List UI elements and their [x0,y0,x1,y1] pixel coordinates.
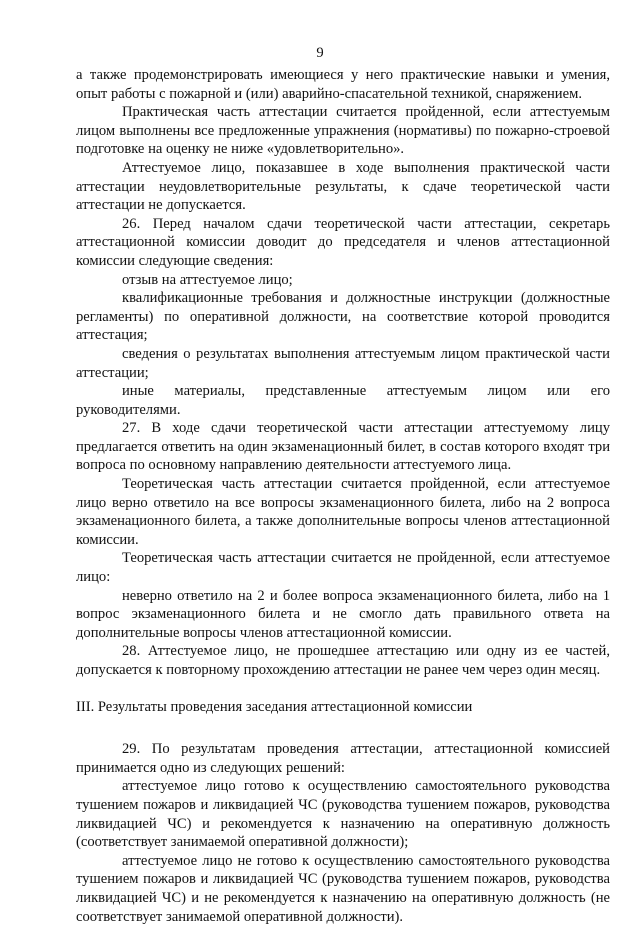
paragraph-item-28: 28. Аттестуемое лицо, не прошедшее аттестацию или одну из ее частей, допускается к повторному прохождению аттестации не ранее чем через один месяц. [76,643,610,678]
list-item-decision-not-ready: аттестуемое лицо не готово к осуществлению самостоятельного руководства тушением пожаров и ликвидацией ЧС (руководства тушением пожаров, руководства ликвидацией ЧС) и не рекомендуется к назначению на оперативную должность (не соответствует занимаемой оперативной должности). [76,852,610,925]
paragraph-theory-passed: Теоретическая часть аттестации считается пройденной, если аттестуемое лицо верно ответило на все вопросы экзаменационного билета, либо на 2 вопроса экзаменационного билета, а также дополнительные вопросы членов аттестационной комиссии. [76,476,610,548]
list-item-review: отзыв на аттестуемое лицо; [122,271,293,288]
paragraph-practical-failed: Аттестуемое лицо, показавшее в ходе выполнения практической части аттестации неудовлетворительные результаты, к сдаче теоретической части аттестации не допускается. [76,159,610,214]
paragraph-item-29: 29. По результатам проведения аттестации, аттестационной комиссией принимается одно из следующих решений: [76,741,610,776]
section-heading: III. Результаты проведения заседания аттестационной комиссии [76,698,473,715]
paragraph-practical-passed: Практическая часть аттестации считается пройденной, если аттестуемым лицом выполнены все предложенные упражнения (нормативы) по пожарно-строевой подготовке на оценку не ниже «удовлетворительно». [76,104,610,158]
list-item-practical-results: сведения о результатах выполнения аттестуемым лицом практической части аттестации; [76,345,610,381]
document-body [76,66,610,926]
list-item-other-materials: иные материалы, представленные аттестуемым лицом или его руководителями. [76,383,610,418]
paragraph-item-26: 26. Перед началом сдачи теоретической части аттестации, секретарь аттестационной комиссии доводит до председателя и членов аттестационной комиссии следующие сведения: [76,215,610,269]
paragraph-continuation: а также продемонстрировать имеющиеся у него практические навыки и умения, опыт работы с пожарной и (или) аварийно-спасательной техникой, снаряжением. [76,67,610,102]
paragraph-item-27: 27. В ходе сдачи теоретической части аттестации аттестуемому лицу предлагается ответить на один экзаменационный билет, в состав которого входят три вопроса по основному направлению деятельности аттестуемого лица. [76,420,610,474]
paragraph-theory-not-passed: Теоретическая часть аттестации считается не пройденной, если аттестуемое лицо: [76,550,610,586]
list-item-wrong-answers: неверно ответило на 2 и более вопроса экзаменационного билета, либо на 1 вопрос экзаменационного билета и не смогло дать правильного ответа на дополнительные вопросы членов аттестационной комиссии. [76,587,610,641]
list-item-decision-ready: аттестуемое лицо готово к осуществлению самостоятельного руководства тушением пожаров и ликвидацией ЧС (руководства тушением пожаров, руководства ликвидацией ЧС) и рекомендуется к назначению на оперативную должность (соответствует занимаемой оперативной должности); [76,778,610,851]
page-number: 9 [316,45,324,61]
list-item-requirements: квалификационные требования и должностные инструкции (должностные регламенты) по оперативной должности, на соответствие которой проводится аттестация; [76,290,610,344]
